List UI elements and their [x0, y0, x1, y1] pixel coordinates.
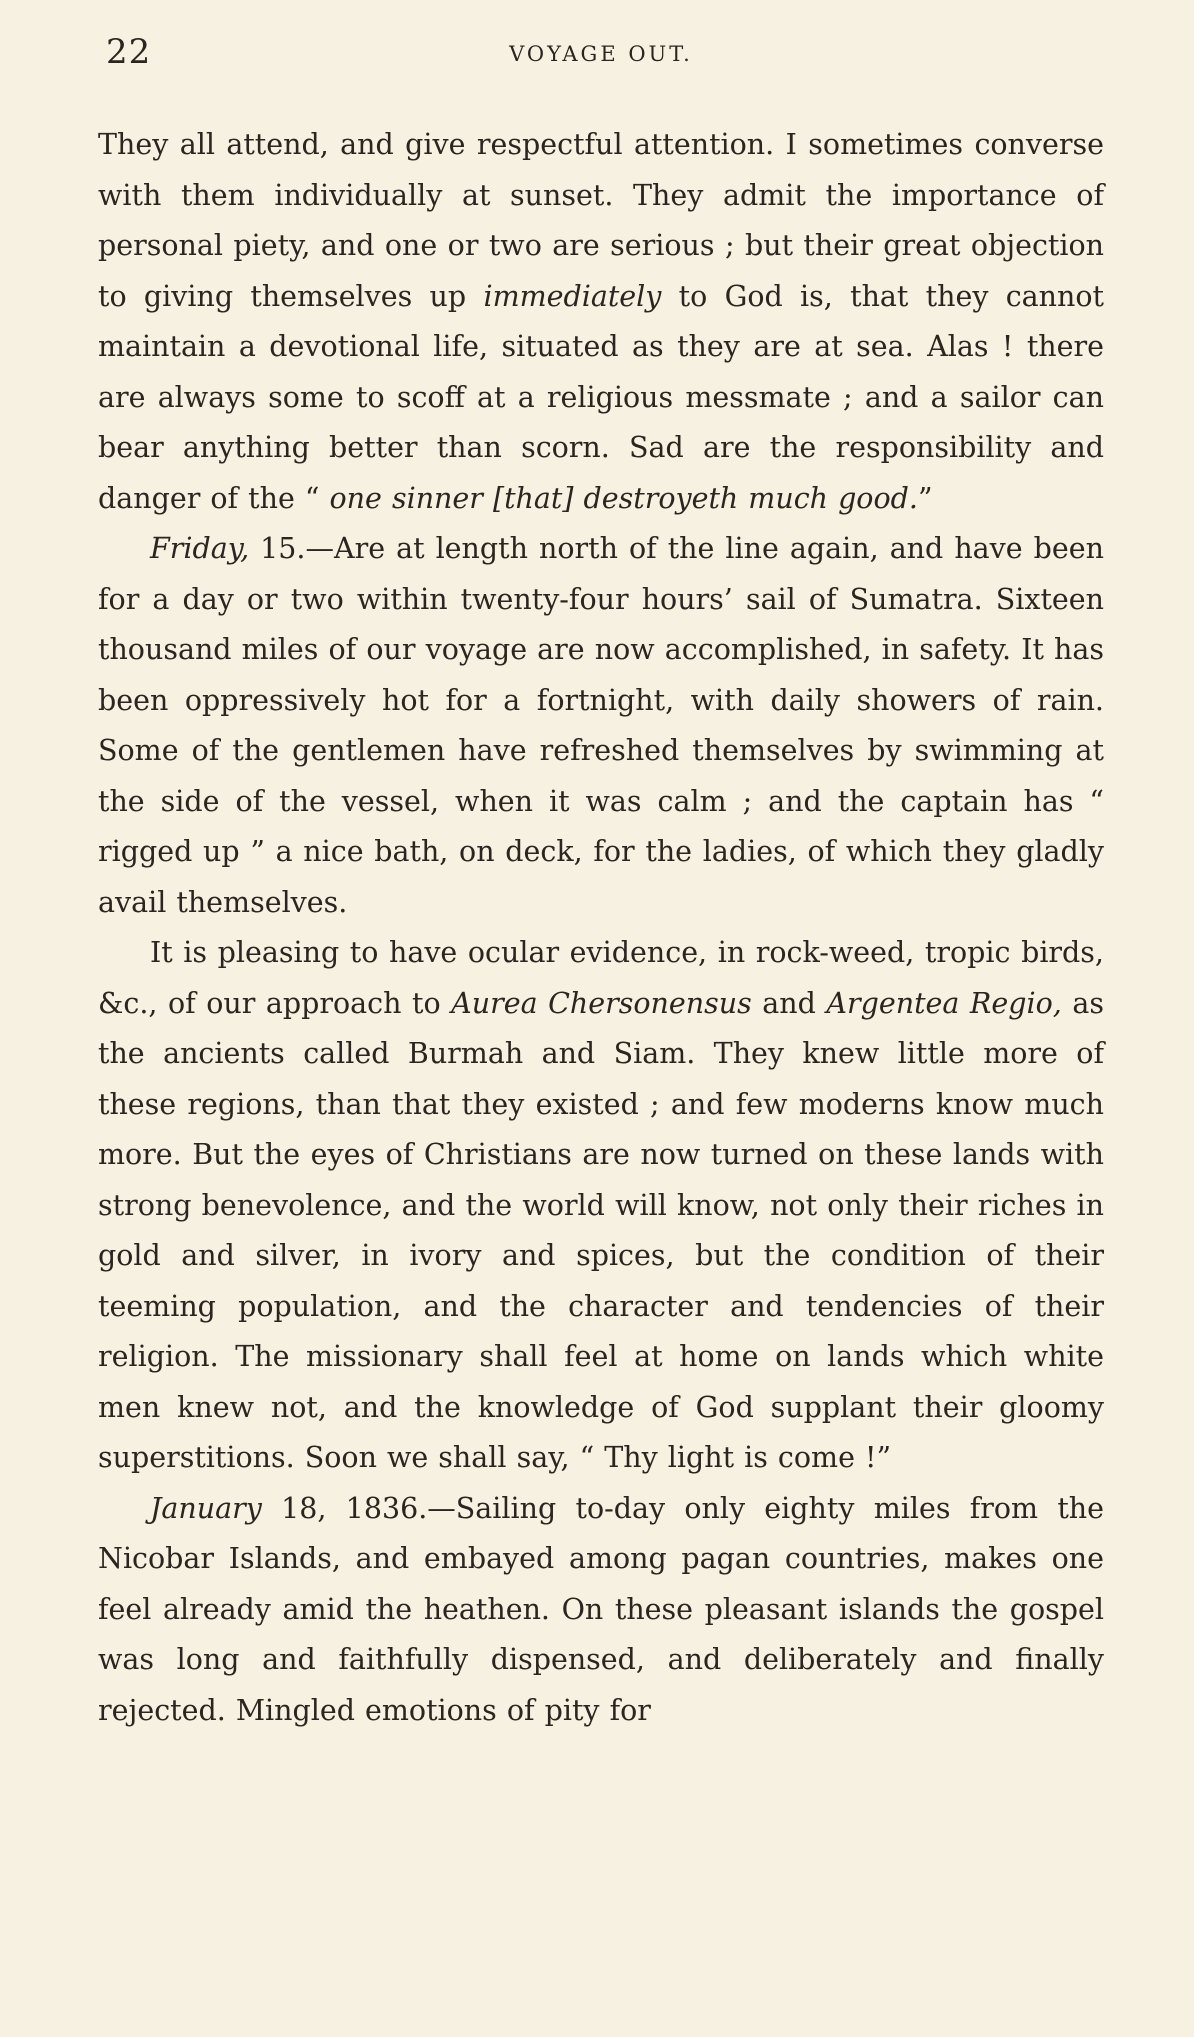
text-run: as the ancients called Burmah and Siam. They knew little more of these regions, than that they existed ; and few moderns know much more. But the eyes of Christians are now turned on these lands with strong benevolence, and the world will know, not only their riches in gold and silver, in ivory and spices, but the condition of their teeming population, and the character and tendencies of their religion. The missionary shall feel at home on lands which white men knew not, and the knowledge of God supplant their gloomy superstitions. Soon we shall say, “ Thy light is come !” — [98, 986, 1104, 1474]
paragraph-4 — [98, 1484, 1104, 1737]
page-header — [98, 30, 1104, 90]
running-head: VOYAGE OUT. — [509, 42, 693, 66]
page-number: 22 — [106, 32, 152, 72]
paragraph-3 — [98, 928, 1104, 1484]
body-text — [98, 120, 1104, 1736]
text-run: ” — [917, 481, 933, 515]
italic-date: Friday, — [150, 532, 250, 565]
italic-place: Argentea Regio, — [826, 986, 1062, 1020]
paragraph-2 — [98, 524, 1104, 928]
italic-place: Aurea Chersonensus — [451, 986, 752, 1020]
italic-run: immediately — [483, 279, 662, 313]
text-run: and — [751, 986, 827, 1020]
text-run: It is pleasing to have ocular evidence, in rock-weed, tropic birds, &c., of our approach to — [98, 936, 1104, 1020]
italic-quote: one sinner [that] destroyeth much good. — [329, 481, 918, 515]
text-run: 18, 1836.—Sailing to-day only eighty miles from the Nicobar Islands, and embayed among pagan countries, makes one feel already amid the heathen. On these pleasant islands the gospel was long and faithfully dispensed, and deliberately and finally rejected. Mingled emotions of pity for — [98, 1491, 1104, 1727]
paragraph-1 — [98, 120, 1104, 524]
text-run: to God is, that they cannot maintain a devotional life, situated as they are at sea. Alas ! there are always some to scoff at a religious messmate ; and a sailor can bear anything better than scorn. Sad are the responsibility and danger of the “ — [98, 279, 1104, 515]
italic-date: January — [150, 1491, 262, 1525]
text-run: 15.—Are at length north of the line again, and have been for a day or two within twenty-four hours’ sail of Sumatra. Sixteen thousand miles of our voyage are now accomplished, in safety. It has been oppressively hot for a fortnight, with daily showers of rain. Some of the gentlemen have refreshed themselves by swimming at the side of the vessel, when it was calm ; and the captain has “ rigged up ” a nice bath, on deck, for the ladies, of which they gladly avail themselves. — [98, 532, 1104, 919]
text-run: They all attend, and give respectful attention. I sometimes converse with them individually at sunset. They admit the importance of personal piety, and one or two are serious ; but their great objection to giving themselves up — [98, 128, 1104, 313]
